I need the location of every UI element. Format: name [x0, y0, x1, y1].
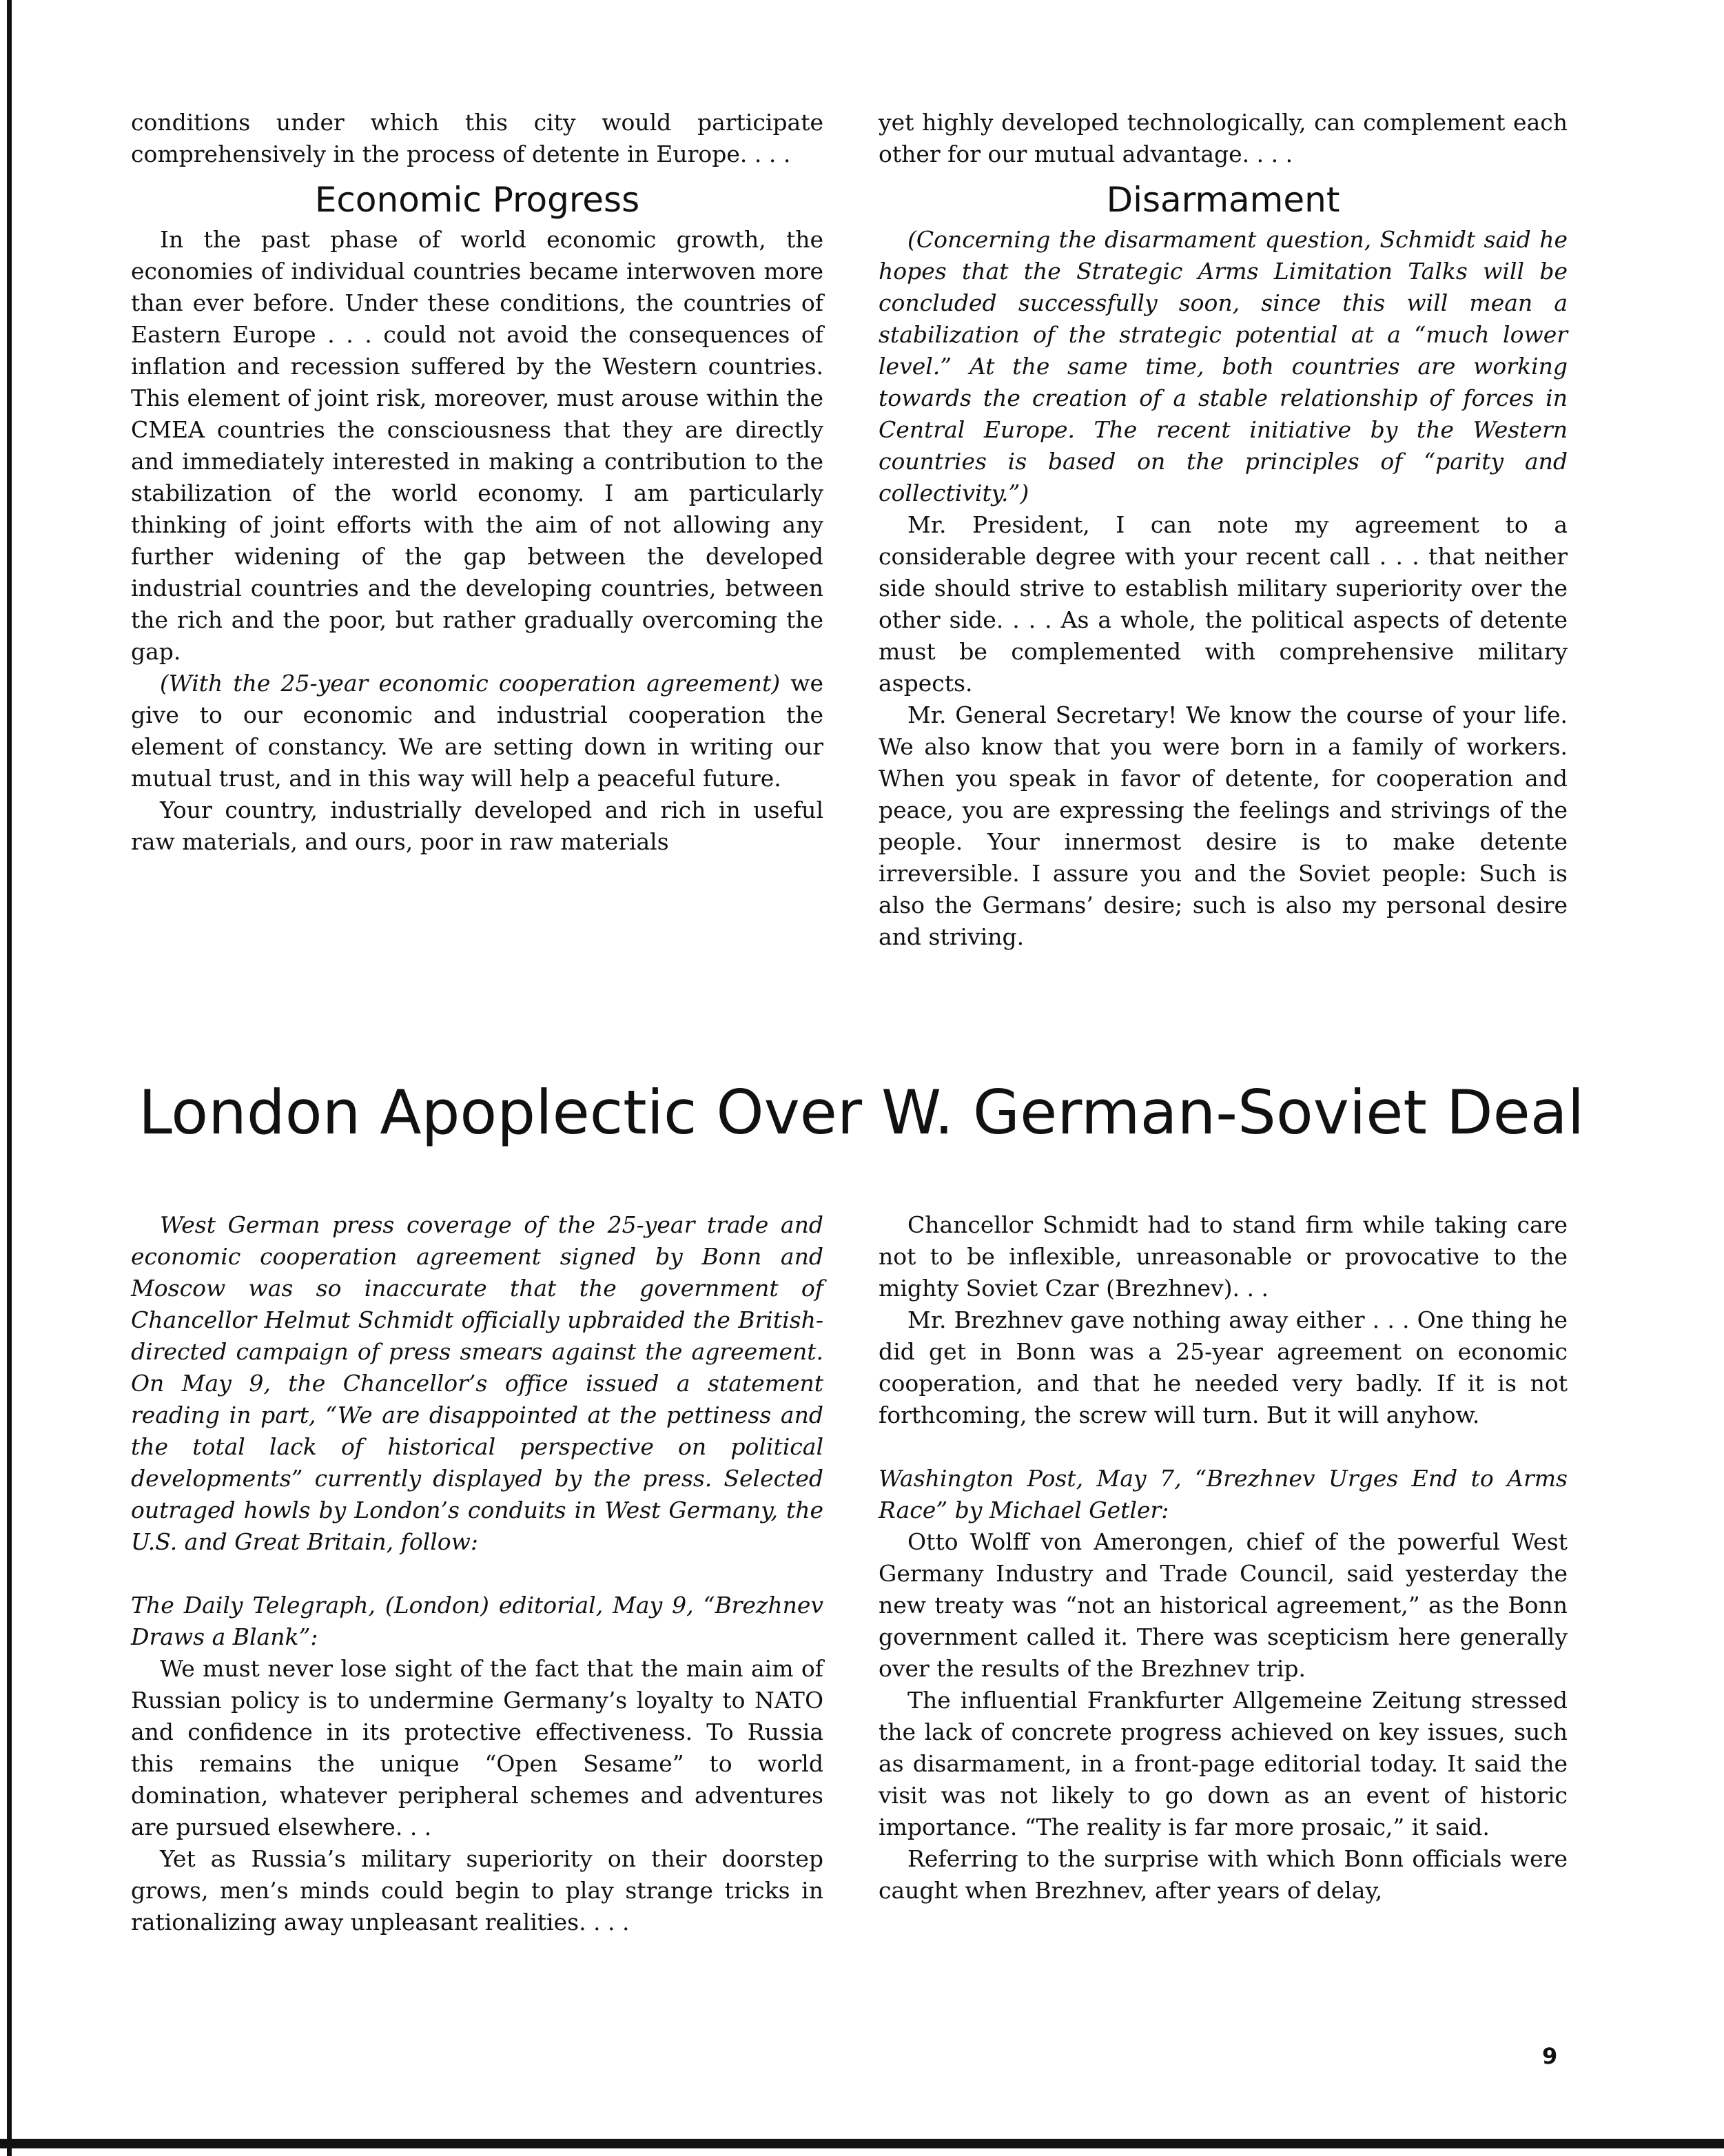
- paragraph: In the past phase of world economic growth, the economies of individual countries became interwoven more than ever before. Under these conditions, the countries of Eastern Europe . . . could not avoid the consequences of inflation and recession suffered by the Western countries. This element of joint risk, moreover, must arouse within the CMEA countries the consciousness that they are directly and immediately interested in making a contribution to the stabilization of the world economy. I am particularly thinking of joint efforts with the aim of not allowing any further widening of the gap between the developed industrial countries and the developing countries, between the rich and the poor, but rather gradually overcoming the gap.: [131, 226, 823, 665]
- italic-note: (With the 25-year economic cooperation agreement): [160, 670, 781, 697]
- paragraph: Your country, industrially developed and rich in useful raw materials, and ours, poor in raw materials: [131, 797, 823, 855]
- source-citation: Washington Post, May 7, “Brezhnev Urges End to Arms Race” by Michael Getler:: [879, 1465, 1568, 1523]
- source-citation: The Daily Telegraph, (London) editorial, May 9, “Brezhnev Draws a Blank”:: [131, 1592, 823, 1650]
- paragraph: Yet as Russia’s military superiority on their doorstep grows, men’s minds could begin to play strange tricks in rationalizing away unpleasant realities. . . .: [131, 1845, 823, 1936]
- bottom-margin-rule: [0, 2139, 1724, 2148]
- article-headline: London Apoplectic Over W. German-Soviet Deal: [138, 1077, 1585, 1148]
- left-margin-rule: [7, 0, 12, 2156]
- paragraph: Mr. General Secretary! We know the course of your life. We also know that you were born in a family of workers. When you speak in favor of detente, for cooperation and peace, you are expressing the feelings and strivings of the people. Your innermost desire is to make detente irreversible. I assure you and the Soviet people: Such is also the Germans’ desire; such is also my personal desire and striving.: [879, 701, 1568, 950]
- top-right-column: [879, 107, 1568, 953]
- bottom-right-column: [879, 1209, 1568, 1907]
- bottom-left-column: [131, 1209, 823, 1938]
- page-number: 9: [1542, 2043, 1558, 2069]
- paragraph-text: we give to our economic and industrial cooperation the element of constancy. We are setting down in writing our mutual trust, and in this way will help a peaceful future.: [131, 670, 824, 792]
- paragraph: Mr. President, I can note my agreement to a considerable degree with your recent call . . . that neither side should strive to establish military superiority over the other side. . . . As a whole, the political aspects of detente must be complemented with comprehensive military aspects.: [879, 511, 1568, 697]
- paragraph: Otto Wolff von Amerongen, chief of the powerful West Germany Industry and Trade Council, said yesterday the new treaty was “not an historical agreement,” as the Bonn government called it. There was scepticism here generally over the results of the Brezhnev trip.: [879, 1528, 1568, 1682]
- section-heading-disarmament: Disarmament: [1106, 180, 1340, 220]
- paragraph: We must never lose sight of the fact that the main aim of Russian policy is to undermine Germany’s loyalty to NATO and confidence in its protective effectiveness. To Russia this remains the unique “Open Sesame” to world domination, whatever peripheral schemes and adventures are pursued elsewhere. . .: [131, 1655, 823, 1840]
- paragraph: [131, 668, 823, 794]
- paragraph: Chancellor Schmidt had to stand firm while taking care not to be inflexible, unreasonable or provocative to the mighty Soviet Czar (Brezhnev). . .: [879, 1211, 1568, 1302]
- paragraph: Referring to the surprise with which Bonn officials were caught when Brezhnev, after years of delay,: [879, 1845, 1568, 1904]
- paragraph: conditions under which this city would participate comprehensively in the process of detente in Europe. . . .: [131, 109, 823, 167]
- paragraph: yet highly developed technologically, can complement each other for our mutual advantage. . . .: [879, 109, 1568, 167]
- intro-paragraph: West German press coverage of the 25-year trade and economic cooperation agreement signed by Bonn and Moscow was so inaccurate that the government of Chancellor Helmut Schmidt officially upbraided the British-directed campaign of press smears against the agreement. On May 9, the Chancellor’s office issued a statement reading in part, “We are disappointed at the pettiness and the total lack of historical perspective on political developments” currently displayed by the press. Selected outraged howls by London’s conduits in West Germany, the U.S. and Great Britain, follow:: [131, 1211, 823, 1555]
- top-left-column: [131, 107, 823, 858]
- paragraph: Mr. Brezhnev gave nothing away either . . . One thing he did get in Bonn was a 25-year agreement on economic cooperation, and that he needed very badly. If it is not forthcoming, the screw will turn. But it will anyhow.: [879, 1306, 1568, 1428]
- italic-paragraph: (Concerning the disarmament question, Schmidt said he hopes that the Strategic Arms Limitation Talks will be concluded successfully soon, since this will mean a stabilization of the strategic potential at a “much lower level.” At the same time, both countries are working towards the creation of a stable relationship of forces in Central Europe. The recent initiative by the Western countries is based on the principles of “parity and collectivity.”): [879, 226, 1568, 506]
- paragraph: The influential Frankfurter Allgemeine Zeitung stressed the lack of concrete progress achieved on key issues, such as disarmament, in a front-page editorial today. It said the visit was not likely to go down as an event of historic importance. “The reality is far more prosaic,” it said.: [879, 1687, 1568, 1840]
- section-heading-economic-progress: Economic Progress: [314, 180, 640, 220]
